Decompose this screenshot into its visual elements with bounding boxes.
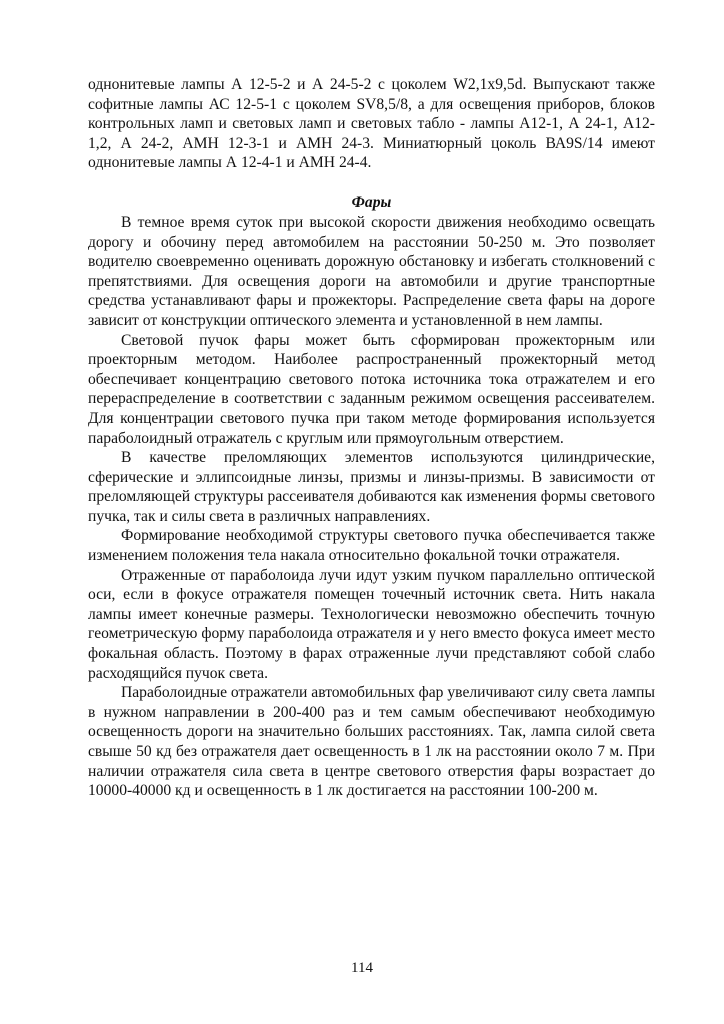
paragraph-6: Параболоидные отражатели автомобильных фар увеличивают силу света лампы в нужном направлении в 200-400 раз и тем самым обеспечивают необходимую освещенность дороги на значительно больших расстояниях. Так, лампа силой света свыше 50 кд без отражателя дает освещенность в 1 лк на расстоянии около 7 м. При наличии отражателя сила света в центре светового отверстия фары возрастает до 10000-40000 кд и освещенность в 1 лк достигается на расстоянии 100-200 м. [88,684,655,800]
paragraph-1: В темное время суток при высокой скорости движения необходимо освещать дорогу и обочину перед автомобилем на расстоянии 50-250 м. Это позволяет водителю своевременно оценивать дорожную обстановку и избегать столкновений с препятствиями. Для освещения дороги на автомобили и другие транспортные средства устанавливают фары и прожекторы. Распределение света фары на дороге зависит от конструкции оптического элемента и установленной в нем лампы. [88,213,655,329]
paragraph-4: Формирование необходимой структуры светового пучка обеспечивается также изменением положения тела накала относительно фокальной точки отражателя. [88,527,655,565]
page-number: 114 [351,960,373,976]
paragraph-3: В качестве преломляющих элементов используются цилиндрические, сферические и эллипсоидные линзы, призмы и линзы-призмы. В зависимости от преломляющей структуры рассеивателя добиваются как изменения формы светового пучка, так и силы света в различных направлениях. [88,449,655,525]
section-heading: Фары [351,193,392,211]
paragraph-5: Отраженные от параболоида лучи идут узким пучком параллельно оптической оси, если в фокусе отражателя помещен точечный источник света. Нить накала лампы имеет конечные размеры. Технологически невозможно обеспечить точную геометрическую форму параболоида отражателя и у него вместо фокуса имеет место фокальная область. Поэтому в фарах отраженные лучи представляют собой слабо расходящийся пучок света. [88,566,655,682]
page-content [88,75,655,801]
paragraph-2: Световой пучок фары может быть сформирован прожекторным или проекторным методом. Наиболее распространенный прожекторный метод обеспечивает концентрацию светового потока источника тока отражателем и его перераспределение в соответствии с заданным режимом освещения рассеивателем. Для концентрации светового пучка при таком методе формирования используется параболоидный отражатель с круглым или прямоугольным отверстием. [88,331,655,447]
intro-paragraph: однонитевые лампы А 12-5-2 и А 24-5-2 с цоколем W2,1x9,5d. Выпускают также софитные лампы АС 12-5-1 с цоколем SV8,5/8, а для освещения приборов, блоков контрольных ламп и световых ламп и световых табло - лампы А12-1, А 24-1, А12-1,2, А 24-2, АМН 12-3-1 и АМН 24-3. Миниатюрный цоколь ВА9S/14 имеют однонитевые лампы А 12-4-1 и АМН 24-4. [88,76,655,172]
